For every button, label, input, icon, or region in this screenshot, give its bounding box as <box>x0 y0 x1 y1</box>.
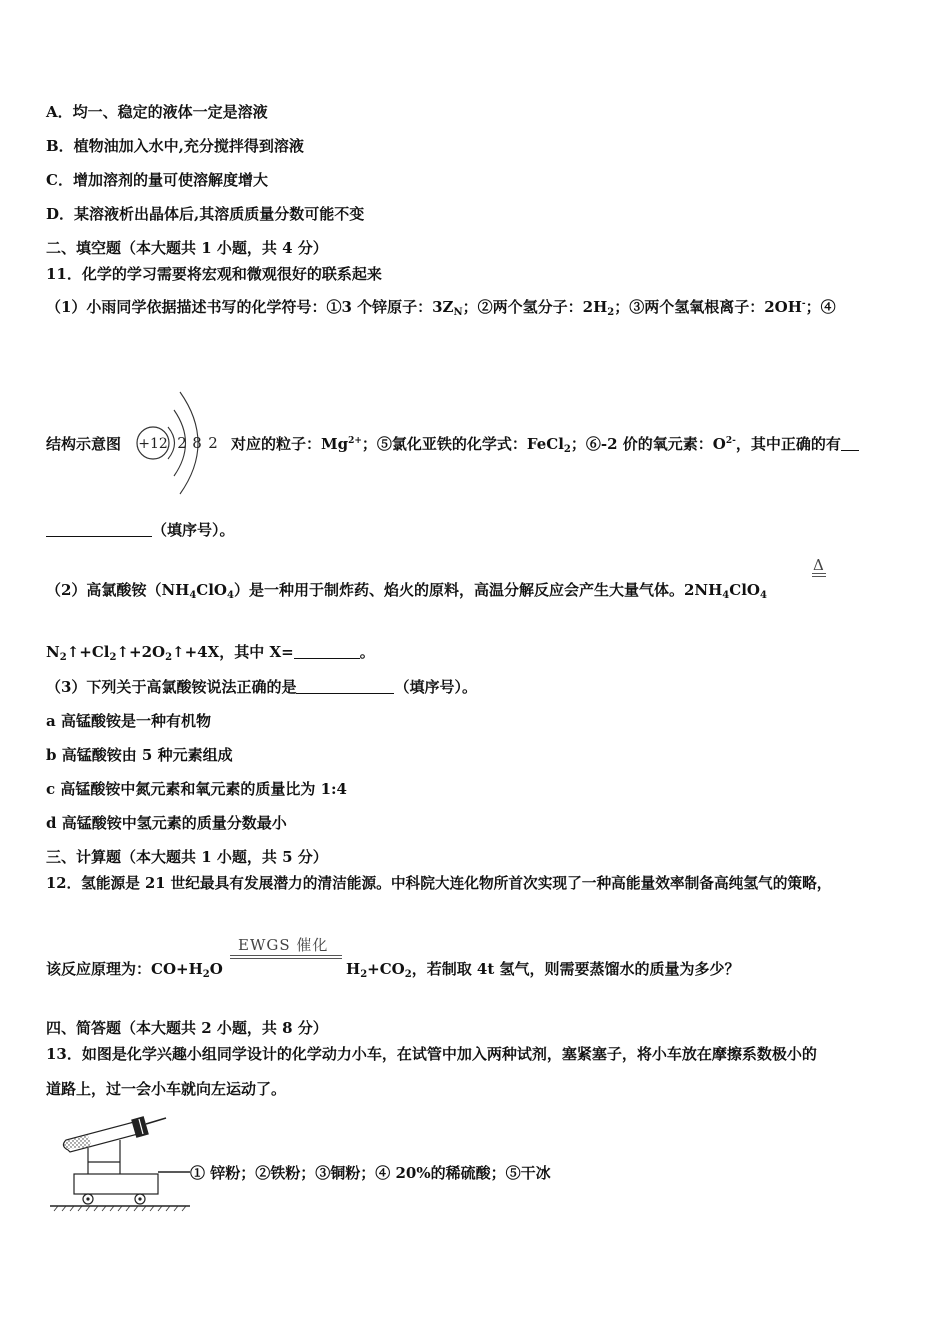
option-b: B．植物油加入水中,充分搅拌得到溶液 <box>46 137 304 155</box>
q11-opt-b: b 高锰酸铵由 5 种元素组成 <box>46 746 233 764</box>
q12-equation-right: $H_2+CO_2$，若制取 4t 氢气，则需要蒸馏水的质量为多少？ <box>346 960 740 980</box>
section-2-title: 二、填空题（本大题共 1 小题，共 4 分） <box>46 239 328 257</box>
q13-stem-1: 13．如图是化学兴趣小组同学设计的化学动力小车，在试管中加入两种试剂，塞紧塞子，将小车放在摩擦系数极小的 <box>46 1045 817 1063</box>
q12-stem: 12．氢能源是 21 世纪最具有发展潜力的清洁能源。中科院大连化物所首次实现了一种高能量效率制备高纯氢气的策略， <box>46 875 832 892</box>
shell-electrons-1: 2 <box>177 434 187 452</box>
section-3-title: 三、计算题（本大题共 1 小题，共 5 分） <box>46 848 328 866</box>
answer-blank-part3[interactable] <box>296 679 394 694</box>
condition-line-top <box>230 955 342 956</box>
shell-electrons-3: 2 <box>208 434 218 452</box>
answer-blank-part1[interactable] <box>46 522 152 537</box>
section-4-title: 四、简答题（本大题共 2 小题，共 8 分） <box>46 1019 328 1037</box>
q12-equation-left: 该反应原理为：$CO+H_2O$ <box>46 960 223 980</box>
q11-part2-line2: $N_2↑+Cl_2↑+2O_2↑+4X$，其中 X= 。 <box>46 643 375 663</box>
q11-opt-c: c 高锰酸铵中氮元素和氧元素的质量比为 1:4 <box>46 780 347 798</box>
q11-part1-line1: （1）小雨同学依据描述书写的化学符号：①3 个锌原子：$3Z_N$；②两个氢分子：$2H_2$；③两个氢氧根离子：2OH-；④ <box>46 298 836 318</box>
wheel-right-hub <box>138 1197 141 1200</box>
q11-part2-line1: （2）高氯酸铵$(NH_4ClO_4)$是一种用于制炸药、焰火的原料，高温分解反应会产生大量气体。$2NH_4ClO_4$ <box>46 581 767 601</box>
heat-condition: Δ <box>813 556 825 574</box>
q11-opt-d: d 高锰酸铵中氢元素的质量分数最小 <box>46 814 287 832</box>
structure-label: 结构示意图 <box>46 435 122 453</box>
nozzle-pipe <box>146 1118 166 1124</box>
option-c: C．增加溶剂的量可使溶解度增大 <box>46 171 268 189</box>
chemical-car-diagram <box>48 1112 198 1212</box>
shell-electrons-2: 8 <box>192 434 202 452</box>
q11-part3-stem: （3）下列关于高氯酸铵说法正确的是 （填序号）。 <box>46 678 477 696</box>
heat-arrow-line-top <box>812 573 826 574</box>
car-body <box>74 1174 158 1194</box>
q11-part1-line2: 对应的粒子：$Mg^{2+}$；⑤氯化亚铁的化学式：FeCl$_2$；⑥-2 价的氧元素：$O^{2-}$，其中正确的有 <box>231 434 859 454</box>
condition-line-bottom <box>230 958 342 959</box>
q11-part1-line3: （填序号）。 <box>46 520 235 540</box>
nucleus-charge: +12 <box>138 436 168 452</box>
answer-blank-x[interactable] <box>294 644 360 659</box>
wheel-left-hub <box>86 1197 89 1200</box>
answer-blank-part1-start[interactable] <box>841 436 859 451</box>
q13-stem-2: 道路上，过一会小车就向左运动了。 <box>46 1080 287 1098</box>
q13-reagents: ① 锌粉；②铁粉；③铜粉；④ 20%的稀硫酸；⑤干冰 <box>190 1164 551 1182</box>
q11-stem: 11．化学的学习需要将宏观和微观很好的联系起来 <box>46 265 382 283</box>
atom-structure-diagram <box>134 382 229 502</box>
option-a: A．均一、稳定的液体一定是溶液 <box>46 103 268 121</box>
catalyst-condition: EWGS 催化 <box>238 936 329 954</box>
ground-hatch <box>54 1206 186 1211</box>
heat-arrow-line-bottom <box>812 576 826 577</box>
q11-opt-a: a 高锰酸铵是一种有机物 <box>46 712 211 730</box>
option-d: D．某溶液析出晶体后,其溶质质量分数可能不变 <box>46 205 365 223</box>
